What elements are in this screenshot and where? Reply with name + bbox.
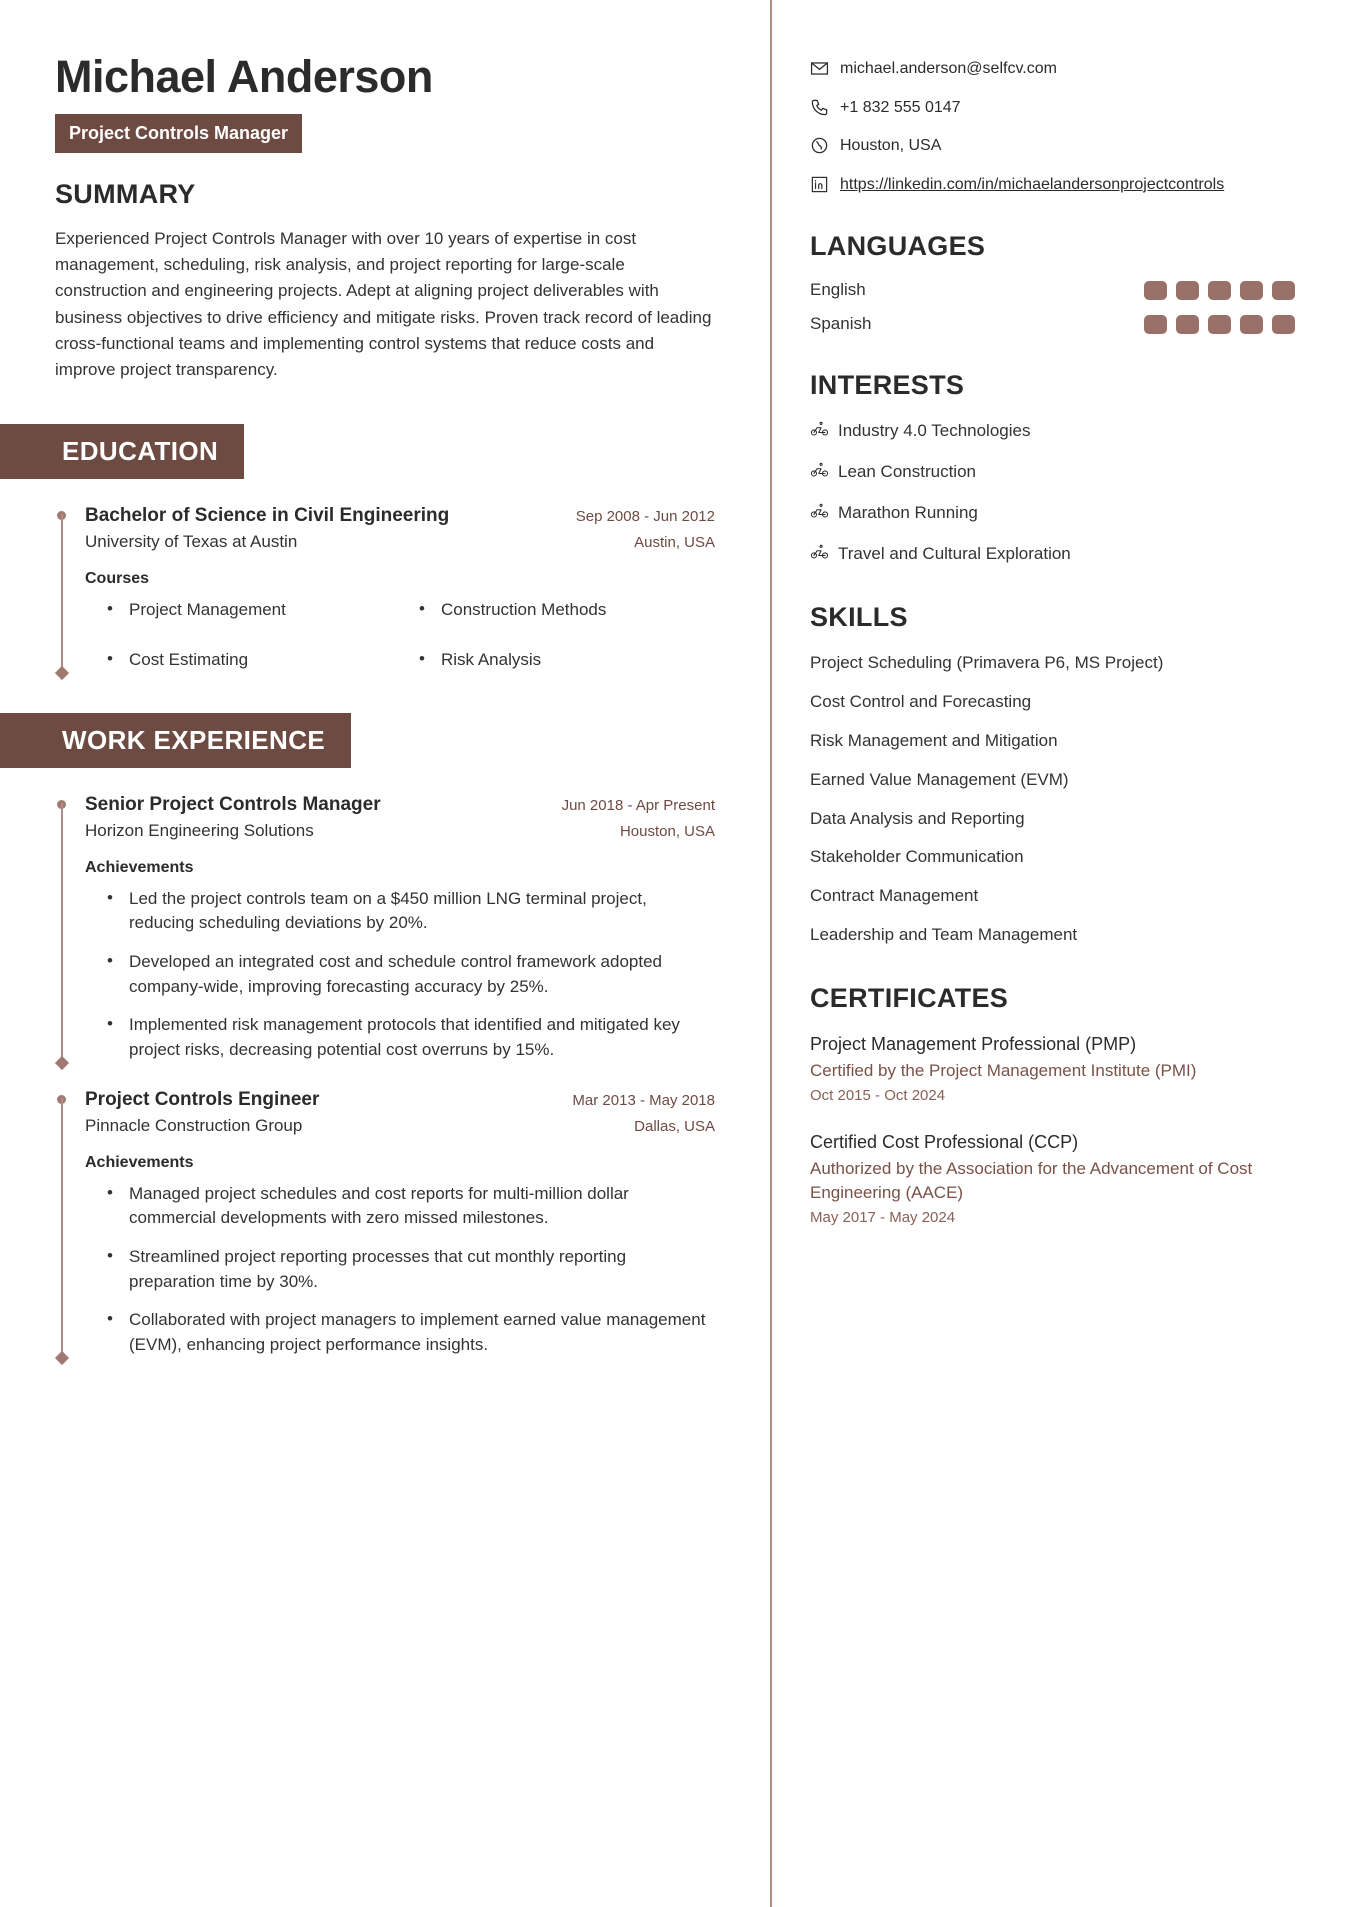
interest-row — [810, 460, 1295, 484]
work-date: Jun 2018 - Apr Present — [561, 796, 715, 814]
language-pip — [1144, 281, 1167, 300]
job-role: Project Controls Engineer — [85, 1088, 320, 1110]
courses-grid — [85, 598, 715, 673]
language-level — [1144, 315, 1295, 334]
work-entry-subheader — [85, 1116, 715, 1136]
certificate-date: May 2017 - May 2024 — [810, 1209, 956, 1227]
achievement-item: • Led the project controls team on a $450 million LNG terminal project, reducing scheduling deviations by 20%. — [107, 887, 715, 936]
language-pip — [1208, 281, 1231, 300]
contact-email-text: michael.anderson@selfcv.com — [840, 60, 1057, 77]
contact-phone[interactable] — [810, 97, 1295, 119]
timeline-line — [61, 1098, 63, 1358]
course-item: • Cost Estimating — [107, 648, 403, 673]
job-role: Senior Project Controls Manager — [85, 793, 381, 815]
certificate-item — [810, 1130, 1295, 1226]
language-row — [810, 314, 1295, 334]
achievements-label: Achievements — [85, 1153, 194, 1171]
language-pip — [1176, 315, 1199, 334]
right-column — [770, 0, 1350, 1907]
interest-label: Lean Construction — [838, 462, 976, 482]
course-item: • Construction Methods — [419, 598, 715, 623]
contact-email[interactable] — [810, 58, 1295, 80]
achievement-item: • Streamlined project reporting processes that cut monthly reporting preparation time by 30%. — [107, 1245, 715, 1294]
skill-item: Cost Control and Forecasting — [810, 692, 1032, 712]
summary-heading: SUMMARY — [55, 178, 196, 209]
job-title-banner: Project Controls Manager — [55, 114, 302, 153]
school-name: University of Texas at Austin — [85, 531, 298, 551]
certificates-list — [810, 1032, 1295, 1226]
work-entry — [55, 1089, 715, 1358]
achievement-item: • Implemented risk management protocols that identified and mitigated key project risks, decreasing potential cost overruns by 15%. — [107, 1013, 715, 1062]
education-entry — [55, 505, 715, 673]
work-entry-header — [85, 794, 715, 816]
interest-label: Travel and Cultural Exploration — [838, 544, 1071, 564]
skill-item: Data Analysis and Reporting — [810, 808, 1025, 828]
education-date: Sep 2008 - Jun 2012 — [575, 507, 715, 525]
achievements-label: Achievements — [85, 858, 194, 876]
achievements-list — [85, 887, 715, 1063]
certificate-issuer: Certified by the Project Management Institute (PMI) — [810, 1060, 1197, 1080]
company-name: Pinnacle Construction Group — [85, 1115, 303, 1135]
work-entry — [55, 794, 715, 1063]
timeline-line — [61, 803, 63, 1063]
skill-item: Contract Management — [810, 886, 979, 906]
achievement-item: • Collaborated with project managers to implement earned value management (EVM), enhancing project performance insights. — [107, 1308, 715, 1357]
interest-label: Marathon Running — [838, 503, 978, 523]
certificate-item — [810, 1032, 1295, 1104]
work-experience-list — [55, 794, 715, 1358]
company-name: Horizon Engineering Solutions — [85, 820, 314, 840]
skill-item: Stakeholder Communication — [810, 847, 1024, 867]
interests-heading: INTERESTS — [810, 370, 965, 401]
column-divider — [770, 0, 772, 1907]
education-list — [55, 505, 715, 673]
language-name: English — [810, 280, 866, 300]
timeline-end-marker — [54, 666, 68, 680]
timeline-end-marker — [54, 1056, 68, 1070]
contact-location — [810, 135, 1295, 157]
achievements-list — [85, 1182, 715, 1358]
language-row — [810, 280, 1295, 300]
language-pip — [1144, 315, 1167, 334]
education-entry-subheader — [85, 532, 715, 552]
education-entry-header — [85, 505, 715, 527]
skills-heading: SKILLS — [810, 602, 908, 633]
timeline-line — [61, 514, 63, 673]
work-banner-wrap — [0, 713, 715, 768]
language-pip — [1240, 281, 1263, 300]
globe-icon — [810, 136, 829, 155]
skill-item: Leadership and Team Management — [810, 924, 1078, 944]
skill-item: Earned Value Management (EVM) — [810, 769, 1069, 789]
education-location: Austin, USA — [634, 533, 715, 551]
skills-list — [810, 651, 1295, 946]
work-location: Houston, USA — [619, 822, 715, 840]
education-banner-wrap — [0, 424, 715, 479]
interest-row — [810, 501, 1295, 525]
contact-linkedin[interactable] — [810, 174, 1295, 196]
bicycle-icon — [810, 460, 829, 484]
language-name: Spanish — [810, 314, 872, 334]
certificate-issuer: Authorized by the Association for the Advancement of Cost Engineering (AACE) — [810, 1158, 1253, 1203]
bicycle-icon — [810, 501, 829, 525]
summary-text: Experienced Project Controls Manager with over 10 years of expertise in cost management, scheduling, risk analysis, and project reporting for large-scale construction and engineering projects. Adept at aligning project deliverables with business objectives to drive efficiency and mitigate risks. Proven track record of leading cross-functional teams and implementing control systems that reduce costs and improve project transparency. — [55, 228, 712, 380]
work-location: Dallas, USA — [634, 1117, 715, 1135]
page-title: Michael Anderson — [55, 51, 433, 102]
language-pip — [1272, 315, 1295, 334]
linkedin-icon — [810, 175, 829, 194]
contact-phone-text: +1 832 555 0147 — [840, 98, 961, 116]
language-pip — [1176, 281, 1199, 300]
certificate-name: Project Management Professional (PMP) — [810, 1033, 1137, 1054]
phone-icon — [810, 98, 829, 117]
language-pip — [1208, 315, 1231, 334]
interest-row — [810, 419, 1295, 443]
work-date: Mar 2013 - May 2018 — [572, 1091, 715, 1109]
course-item: • Project Management — [107, 598, 403, 623]
language-level — [1144, 281, 1295, 300]
interests-list — [810, 419, 1295, 566]
languages-heading: LANGUAGES — [810, 231, 986, 262]
contact-location-text: Houston, USA — [840, 137, 942, 155]
language-pip — [1240, 315, 1263, 334]
work-entry-subheader — [85, 821, 715, 841]
languages-list — [810, 280, 1295, 334]
bicycle-icon — [810, 542, 829, 566]
achievement-item: • Developed an integrated cost and schedule control framework adopted company-wide, improving forecasting accuracy by 25%. — [107, 950, 715, 999]
interest-row — [810, 542, 1295, 566]
certificate-date: Oct 2015 - Oct 2024 — [810, 1086, 946, 1104]
contact-linkedin-text[interactable]: https://linkedin.com/in/michaelandersonprojectcontrols — [840, 175, 1225, 193]
achievement-item: • Managed project schedules and cost reports for multi-million dollar commercial developments with zero missed milestones. — [107, 1182, 715, 1231]
courses-label: Courses — [85, 569, 150, 587]
bicycle-icon — [810, 419, 829, 443]
education-heading: EDUCATION — [0, 424, 244, 479]
course-item: • Risk Analysis — [419, 648, 715, 673]
skill-item: Project Scheduling (Primavera P6, MS Project) — [810, 653, 1164, 673]
degree-title: Bachelor of Science in Civil Engineering — [85, 504, 450, 526]
work-entry-header — [85, 1089, 715, 1111]
work-heading: WORK EXPERIENCE — [0, 713, 351, 768]
interest-label: Industry 4.0 Technologies — [838, 421, 1031, 441]
skill-item: Risk Management and Mitigation — [810, 730, 1058, 750]
language-pip — [1272, 281, 1295, 300]
certificate-name: Certified Cost Professional (CCP) — [810, 1131, 1079, 1152]
envelope-icon — [810, 59, 829, 78]
certificates-heading: CERTIFICATES — [810, 982, 1009, 1013]
timeline-end-marker — [54, 1350, 68, 1364]
